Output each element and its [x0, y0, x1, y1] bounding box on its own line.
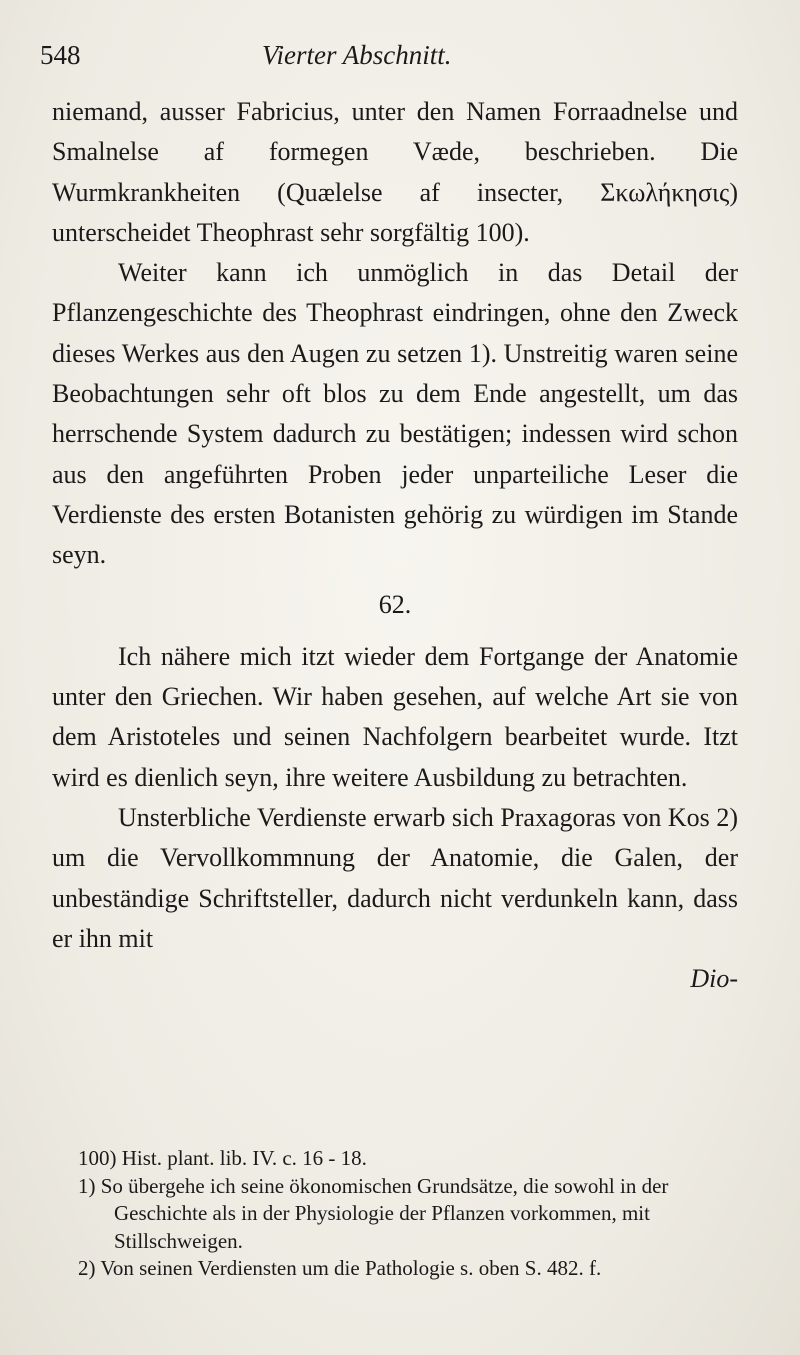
page-number: 548 — [40, 40, 81, 70]
paragraph-theophrast-detail: Weiter kann ich unmöglich in das Detail der Pflanzengeschichte des Theophrast eindringen, ohne den Zweck dieses Werkes aus den Augen zu setzen 1). Unstreitig waren seine Beobachtungen sehr oft blos zu dem Ende angestellt, um das herrschende System dadurch zu bestätigen; indessen wird schon aus den angeführten Proben jeder unparteiliche Leser die Verdienste des ersten Botanisten gehörig zu würdigen im Stande seyn. — [52, 258, 738, 570]
main-text — [52, 92, 738, 1000]
footnote-2: 2) Von seinen Verdiensten um die Pathologie s. oben S. 482. f. — [78, 1256, 602, 1280]
footnotes — [78, 1145, 738, 1283]
footnote-100: 100) Hist. plant. lib. IV. c. 16 - 18. — [78, 1146, 367, 1170]
paragraph-continuation: niemand, ausser Fabricius, unter den Namen Forraadnelse und Smalnelse af formegen Væde, beschrieben. Die Wurmkrankheiten (Quælelse af insecter, Σκωλήκησις) unterscheidet Theophrast sehr sorgfältig 100). — [52, 97, 738, 247]
section-number: 62. — [378, 589, 412, 619]
catchword: Dio- — [690, 964, 738, 994]
paragraph-anatomy: Ich nähere mich itzt wieder dem Fortgange der Anatomie unter den Griechen. Wir haben gesehen, auf welche Art sie von dem Aristoteles und seinen Nachfolgern bearbeitet wurde. Itzt wird es dienlich seyn, ihre weitere Ausbildung zu betrachten. — [52, 641, 738, 792]
footnote-1: 1) So übergehe ich seine ökonomischen Grundsätze, die sowohl in der Geschichte als in der Physiologie der Pflanzen vorkommen, mit Stillschweigen. — [78, 1173, 669, 1253]
running-head: Vierter Abschnitt. — [262, 40, 452, 70]
paragraph-praxagoras: Unsterbliche Verdienste erwarb sich Praxagoras von Kos 2) um die Vervollkommnung der Anatomie, die Galen, der unbeständige Schriftsteller, dadurch nicht verdunkeln kann, dass er ihn mit — [52, 803, 738, 953]
page-header — [40, 40, 760, 80]
